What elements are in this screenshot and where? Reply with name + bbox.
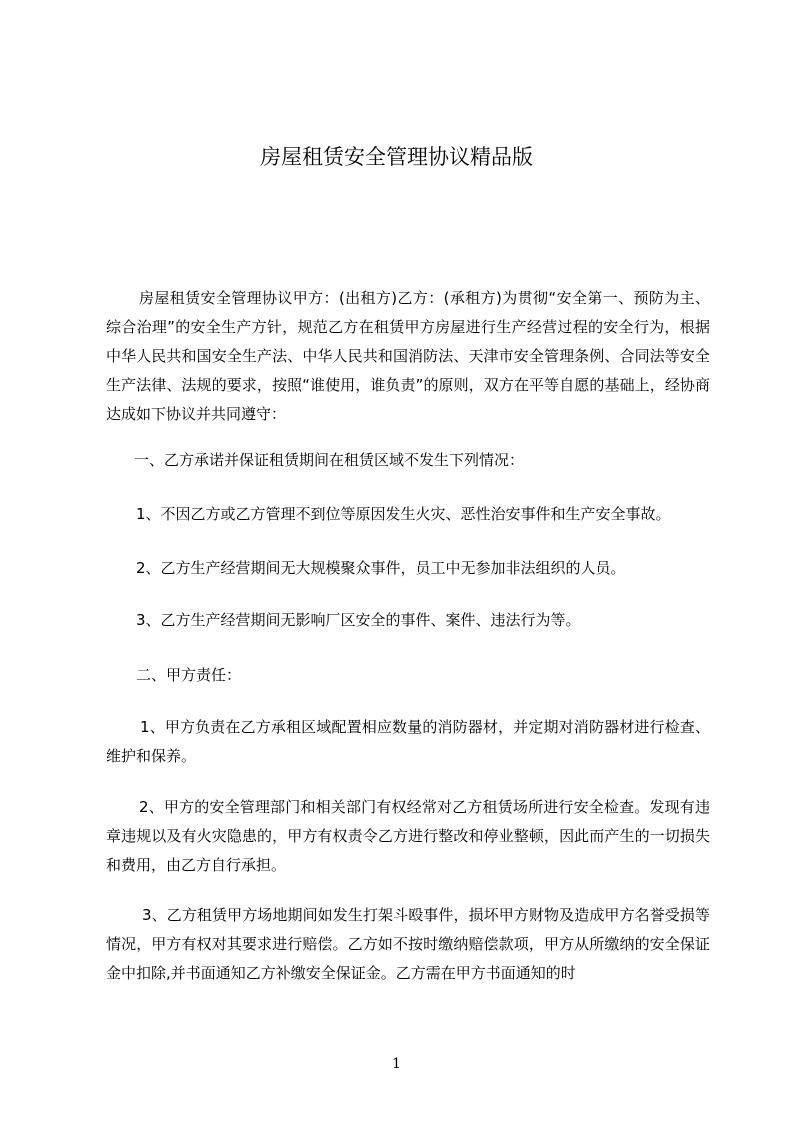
section-1-heading: 一、乙方承诺并保证租赁期间在租赁区域不发生下列情况： [134,451,525,469]
section-2-item-3: 3、乙方租赁甲方场地期间如发生打架斗殴事件，损坏甲方财物及造成甲方名誉受损等情况，甲方有权对其要求进行赔偿。乙方如不按时缴纳赔偿款项，甲方从所缴纳的安全保证金中扣除,并书面通知乙方补缴安全保证金。乙方需在甲方书面通知的时 [106,906,710,982]
section-2-heading: 二、甲方责任： [136,666,242,684]
section-1-item-3: 3、乙方生产经营期间无影响厂区安全的事件、案件、违法行为等。 [136,611,581,629]
page-title: 房屋租赁安全管理协议精品版 [260,145,533,169]
intro-paragraph: 房屋租赁安全管理协议甲方：(出租方)乙方：(承租方)为贯彻“安全第一、预防为主、综合治理”的安全生产方针，规范乙方在租赁甲方房屋进行生产经营过程的安全行为，根据中华人民共和国安全生产法、中华人民共和国消防法、天津市安全管理条例、合同法等安全生产法律、法规的要求，按照“谁使用，谁负责”的原则，双方在平等自愿的基础上，经协商达成如下协议并共同遵守： [106,289,710,423]
page-number: 1 [392,1056,401,1072]
section-1-item-1: 1、不因乙方或乙方管理不到位等原因发生火灾、恶性治安事件和生产安全事故。 [136,505,671,523]
section-2-item-1: 1、甲方负责在乙方承租区域配置相应数量的消防器材，并定期对消防器材进行检查、维护和保养。 [106,718,710,765]
section-1-item-2: 2、乙方生产经营期间无大规模聚众事件，员工中无参加非法组织的人员。 [136,559,626,577]
section-2-item-2: 2、甲方的安全管理部门和相关部门有权经常对乙方租赁场所进行安全检查。发现有违章违规以及有火灾隐患的，甲方有权责令乙方进行整改和停业整顿，因此而产生的一切损失和费用，由乙方自行承担。 [106,798,710,874]
